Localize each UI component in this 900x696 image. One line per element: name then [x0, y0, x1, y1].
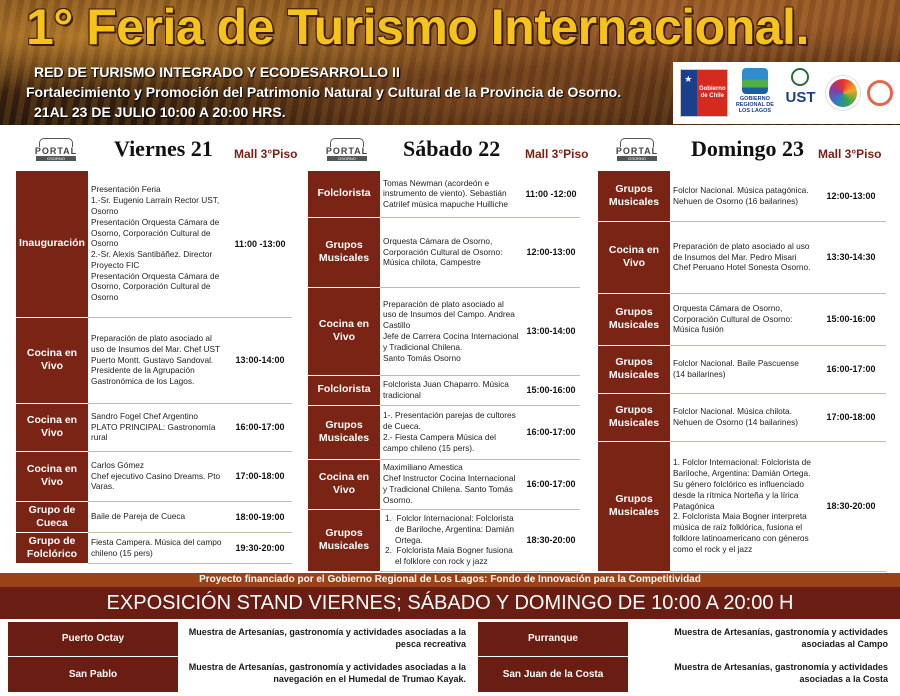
ust-logo: UST: [781, 68, 819, 118]
day-title: Domingo 23: [691, 136, 805, 161]
gobierno-chile-logo: ★ Gobierno de Chile: [680, 69, 728, 117]
ecodesarrollo-logo: [826, 76, 860, 110]
category-cell: Grupos Musicales: [598, 293, 670, 345]
table-row: [598, 393, 886, 441]
time-cell: 13:00-14:00: [522, 287, 580, 375]
table-row: [16, 501, 292, 532]
portal-osorno-logo: PORTAL OSORNO: [613, 138, 661, 164]
category-cell: Cocina en Vivo: [598, 221, 670, 293]
time-cell: 13:30-14:30: [816, 221, 886, 293]
schedule-sabado: [308, 171, 580, 572]
table-row: [8, 622, 470, 656]
category-cell: Grupos Musicales: [308, 405, 380, 459]
day-header-sabado: [323, 136, 589, 168]
description-cell: Tomas Newman (acordeón e instrumento de viento). Sebastián Catrilef música mapuche Huilliche: [380, 171, 522, 217]
time-cell: 18:30-20:00: [522, 509, 580, 571]
lake-icon: [742, 68, 768, 94]
table-row: [308, 375, 580, 405]
time-cell: 16:00-17:00: [522, 405, 580, 459]
table-row: [308, 405, 580, 459]
day-venue: Mall 3°Piso: [234, 147, 298, 161]
category-cell: Cocina en Vivo: [16, 403, 88, 451]
table-row: [8, 656, 470, 692]
category-cell: Grupo de Cueca: [16, 501, 88, 532]
day-title: Sábado 22: [403, 136, 501, 161]
table-row: [308, 509, 580, 571]
table-row: [598, 171, 886, 221]
event-title: 1° Feria de Turismo Internacional.: [26, 0, 809, 55]
portal-osorno-logo: PORTAL OSORNO: [32, 138, 80, 164]
table-row: [308, 171, 580, 217]
time-cell: 12:00-13:00: [522, 217, 580, 287]
event-dates: 21AL 23 DE JULIO 10:00 A 20:00 HRS.: [34, 104, 286, 120]
category-cell: Grupos Musicales: [308, 509, 380, 571]
category-cell: Grupos Musicales: [598, 393, 670, 441]
table-row: [478, 622, 892, 656]
description-cell: Fiesta Campera. Música del campo chileno (15 pers): [88, 532, 228, 563]
stand-description: Muestra de Artesanías, gastronomía y actividades asociadas al Campo: [628, 622, 892, 656]
description-cell: Folclorista Juan Chaparro. Música tradicional: [380, 375, 522, 405]
time-cell: 12:00-13:00: [816, 171, 886, 221]
stands-right: [478, 622, 892, 693]
event-tagline: Fortalecimiento y Promoción del Patrimonio Natural y Cultural de la Provincia de Osorno.: [26, 84, 622, 100]
table-row: [598, 293, 886, 345]
table-row: [478, 656, 892, 692]
stands-left: [8, 622, 470, 693]
description-cell: Preparación de plato asociado al uso de Insumos del Mar. Chef UST Puerto Montt. Gustavo Sandoval. Presidente de la Agrupación Gastronómica de los Lagos.: [88, 317, 228, 403]
gobierno-regional-logo: GOBIERNO REGIONAL DE LOS LAGOS: [735, 68, 775, 118]
description-cell: Folclor Nacional. Música chilota. Nehuen de Osorno (14 bailarines): [670, 393, 816, 441]
stand-name: San Pablo: [8, 656, 178, 692]
category-cell: Folclorista: [308, 375, 380, 405]
description-cell: Folclor Nacional. Música patagónica. Nehuen de Osorno (16 bailarines): [670, 171, 816, 221]
description-cell: Orquesta Cámara de Osorno, Corporación Cultural de Osorno: Música chilota, Campestre: [380, 217, 522, 287]
category-cell: Inauguración: [16, 171, 88, 317]
table-row: [16, 171, 292, 317]
time-cell: 17:00-18:00: [816, 393, 886, 441]
time-cell: 15:00-16:00: [816, 293, 886, 345]
time-cell: 11:00 -13:00: [228, 171, 292, 317]
stand-description: Muestra de Artesanías, gastronomía y actividades asociadas a la navegación en el Humedal de Trumao Kayak.: [178, 656, 470, 692]
crest-icon: [791, 68, 809, 86]
stand-description: Muestra de Artesanías, gastronomía y actividades asociadas a la pesca recreativa: [178, 622, 470, 656]
description-cell: Folclor Nacional. Baile Pascuense (14 bailarines): [670, 345, 816, 393]
time-cell: 17:00-18:00: [228, 451, 292, 501]
time-cell: 11:00 -12:00: [522, 171, 580, 217]
table-row: [16, 451, 292, 501]
description-cell: 1. Folclor Internacional: Folclorista de Bariloche, Argentina: Damián Ortega. Su género folclórico es influenciado desde la rítmica Norteña y la lírica Patagónica 2. Folclorista Maia Bogner interpreta música de raíz folklórica, fusiona el folklore latinoamericano con géneros como el rock y el jazz: [670, 441, 816, 571]
category-cell: Cocina en Vivo: [16, 317, 88, 403]
table-row: [308, 287, 580, 375]
table-row: [16, 532, 292, 563]
category-cell: Cocina en Vivo: [308, 459, 380, 509]
category-cell: Grupos Musicales: [598, 441, 670, 571]
time-cell: 18:30-20:00: [816, 441, 886, 571]
table-row: [16, 403, 292, 451]
description-cell: Orquesta Cámara de Osorno, Corporación Cultural de Osorno: Música fusión: [670, 293, 816, 345]
turismo-logo: [867, 80, 893, 106]
category-cell: Grupos Musicales: [308, 217, 380, 287]
stand-name: Purranque: [478, 622, 628, 656]
description-cell: Maximiliano Amestica Chef Instructor Cocina Internacional y Tradicional Chilena. Santo Tomás Osorno.: [380, 459, 522, 509]
description-cell: Sandro Fogel Chef Argentino PLATO PRINCIPAL: Gastronomía rural: [88, 403, 228, 451]
category-cell: Grupos Musicales: [598, 171, 670, 221]
stand-description: Muestra de Artesanías, gastronomía y actividades asociadas a la Costa: [628, 656, 892, 692]
time-cell: 16:00-17:00: [522, 459, 580, 509]
time-cell: 15:00-16:00: [522, 375, 580, 405]
table-row: [16, 317, 292, 403]
description-cell: Preparación de plato asociado al uso de Insumos del Mar. Pedro Misari Chef Peruano Hotel Sonesta Osorno.: [670, 221, 816, 293]
description-cell: Preparación de plato asociado al uso de Insumos del Campo. Andrea Castillo Jefe de Carrera Cocina Internacional y Tradicional Chilena. Santo Tomás Osorno: [380, 287, 522, 375]
description-cell: 1-. Presentación parejas de cultores de Cueca. 2.- Fiesta Campera Música del campo chileno (15 pers).: [380, 405, 522, 459]
time-cell: 16:00-17:00: [816, 345, 886, 393]
day-header-domingo: [613, 136, 883, 168]
table-row: [308, 459, 580, 509]
expo-banner: EXPOSICIÓN STAND VIERNES; SÁBADO Y DOMINGO DE 10:00 A 20:00 H: [0, 587, 900, 619]
category-cell: Grupo de Folclórico: [16, 532, 88, 563]
table-row: [598, 345, 886, 393]
table-row: [598, 221, 886, 293]
funding-note: Proyecto financiado por el Gobierno Regional de Los Lagos: Fondo de Innovación para la Competitividad: [0, 573, 900, 587]
day-header-viernes: [32, 136, 298, 168]
stand-name: Puerto Octay: [8, 622, 178, 656]
schedule-viernes: [16, 171, 292, 564]
schedule-domingo: [598, 171, 886, 572]
category-cell: Cocina en Vivo: [16, 451, 88, 501]
table-row: [308, 217, 580, 287]
time-cell: 18:00-19:00: [228, 501, 292, 532]
portal-osorno-logo: PORTAL OSORNO: [323, 138, 371, 164]
stand-name: San Juan de la Costa: [478, 656, 628, 692]
sponsor-logos: [673, 62, 900, 124]
star-icon: [681, 70, 697, 116]
header-banner: [0, 0, 900, 125]
description-cell: Carlos Gómez Chef ejecutivo Casino Dreams. Pto Varas.: [88, 451, 228, 501]
category-cell: Cocina en Vivo: [308, 287, 380, 375]
category-cell: Grupos Musicales: [598, 345, 670, 393]
day-venue: Mall 3°Piso: [525, 147, 589, 161]
description-cell: Presentación Feria 1.-Sr. Eugenio Larraín Rector UST, Osorno Presentación Orquesta Cámara de Osorno, Corporación Cultural de Osorno 2.-Sr. Alexis Santibáñez. Director Proyecto FIC Presentación Orquesta Cámara de Osorno, Corporación Cultural de Osorno: [88, 171, 228, 317]
time-cell: 13:00-14:00: [228, 317, 292, 403]
description-cell: 1. Folclor Internacional: Folclorista de Bariloche, Argentina: Damián Ortega. 2. Folclorista Maia Bogner fusiona el folklore con rock y jazz: [380, 509, 522, 571]
description-cell: Baile de Pareja de Cueca: [88, 501, 228, 532]
time-cell: 16:00-17:00: [228, 403, 292, 451]
time-cell: 19:30-20:00: [228, 532, 292, 563]
day-title: Viernes 21: [114, 136, 213, 161]
table-row: [598, 441, 886, 571]
event-subtitle: RED DE TURISMO INTEGRADO Y ECODESARROLLO II: [34, 64, 400, 80]
category-cell: Folclorista: [308, 171, 380, 217]
day-venue: Mall 3°Piso: [818, 147, 882, 161]
